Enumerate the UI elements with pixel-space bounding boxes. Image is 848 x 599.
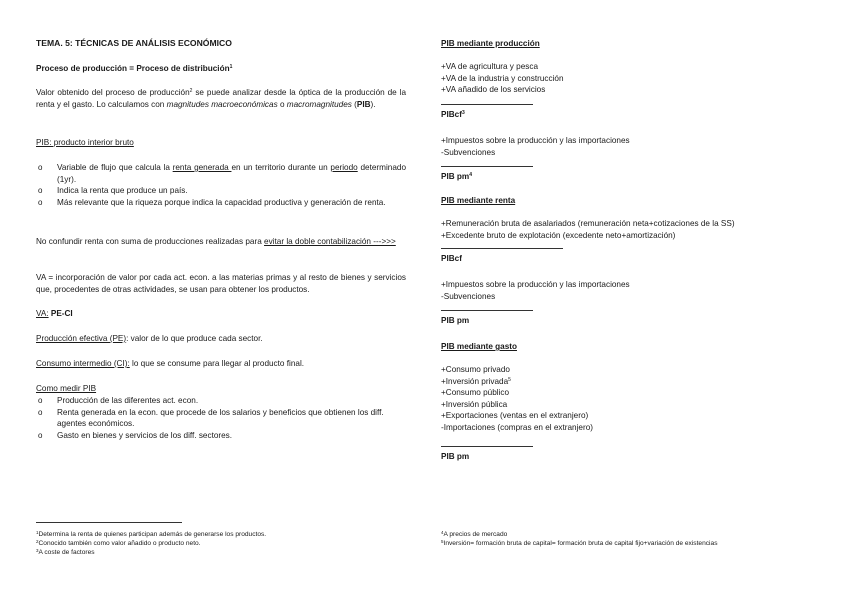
como-medir-item: o Gasto en bienes y servicios de los diff. sectores. <box>36 430 406 442</box>
renta-subtotal: PIBcf <box>441 254 462 263</box>
produccion-total: PIB $pm^4$ <box>441 172 472 181</box>
produccion-items2 <box>441 135 811 158</box>
footnotes-right <box>441 530 841 548</box>
produccion-item: -Subvenciones <box>441 147 496 157</box>
proceso-heading <box>36 63 406 75</box>
valor-italic-2: macromagnitudes <box>286 99 352 109</box>
pe-value: : valor de lo que produce cada sector. <box>126 334 263 343</box>
footnote: $^3$A coste de factores <box>36 548 95 556</box>
renta-item: +Excedente bruto de explotación (excedente neto+amortización) <box>441 230 676 240</box>
bullet1-a: Variable de flujo que calcula la <box>57 163 173 172</box>
footnote-ref-4: 4 <box>469 172 472 178</box>
ci-definition <box>36 358 406 370</box>
proceso-text: Proceso de producción = Proceso de distribución <box>36 64 230 73</box>
va-value: PE-CI <box>48 309 73 318</box>
como-medir-list <box>36 395 406 441</box>
como-medir-item: o Renta generada en la econ. que procede de los salarios y beneficios que obtienen los diff. agentes económicos. <box>36 407 406 430</box>
gasto-total: PIB pm <box>441 452 470 461</box>
va-formula <box>36 308 406 320</box>
footnote: $^5$Inversión= formación bruta de capital= formación bruta de capital fijo+variación de existencias <box>441 539 718 547</box>
va-label: VA: <box>36 309 49 318</box>
renta-heading: PIB mediante renta <box>441 196 516 205</box>
ci-value: lo que se consume para llegar al producto final. <box>129 359 305 368</box>
no-confundir-text: No confundir renta con suma de producciones realizadas para <box>36 237 265 246</box>
pe-label: Producción efectiva (PE) <box>36 334 127 343</box>
footnote: $^2$Conocido también como valor añadido o producto neto. <box>36 539 201 547</box>
gasto-item: +Consumo privado <box>441 365 510 374</box>
produccion-item: +VA añadido de los servicios <box>441 85 546 94</box>
gasto-heading: PIB mediante gasto <box>441 342 517 351</box>
produccion-item: +VA de la industria y construcción <box>441 73 564 83</box>
bullet1-u1: renta generada <box>172 163 232 172</box>
separator-line <box>441 104 533 105</box>
gasto-item: +Consumo público <box>441 388 510 397</box>
valor-pib: PIB <box>356 99 371 109</box>
gasto-item: +Exportaciones (ventas en el extranjero) <box>441 411 589 420</box>
valor-text-e: ). <box>370 99 376 109</box>
renta-item: +Remuneración bruta de asalariados (remuneración neta+cotizaciones de la SS) <box>441 219 735 228</box>
produccion-item: +Impuestos sobre la producción y las importaciones <box>441 136 630 145</box>
bullet1-u2: periodo <box>330 163 358 172</box>
separator-line <box>441 446 533 447</box>
separator-line <box>441 310 533 311</box>
produccion-heading: PIB mediante producción <box>441 39 540 48</box>
separator-line <box>441 248 563 249</box>
footnote-ref-5: 5 <box>508 376 511 383</box>
ci-label: Consumo intermedio (CI): <box>36 359 130 368</box>
valor-text-d: ( <box>351 99 357 109</box>
produccion-subtotal: PIBcf$^3$ <box>441 110 465 119</box>
no-confundir-underline: evitar la doble contabilización --->>> <box>264 237 396 246</box>
valor-text-a: Valor obtenido del proceso de producción <box>36 88 190 97</box>
bullet1-b: en un territorio durante un <box>231 163 331 172</box>
valor-paragraph <box>36 87 406 110</box>
bullet-item: o Indica la renta que produce un país. <box>36 185 406 197</box>
como-medir-heading: Como medir PIB <box>36 384 97 393</box>
gasto-items <box>441 364 811 433</box>
bullet1-c: determinado (1yr). <box>57 163 406 184</box>
footnote-ref-2: 2 <box>189 88 193 94</box>
separator-line <box>441 166 533 167</box>
valor-italic-1: magnitudes macroeconómicas <box>166 99 278 109</box>
valor-text-c: o <box>277 99 287 109</box>
gasto-item: -Importaciones (compras en el extranjero) <box>441 422 593 432</box>
produccion-items <box>441 61 811 96</box>
bullet-item <box>36 162 406 185</box>
gasto-item: +Inversión privada$^5$ <box>441 376 511 386</box>
como-medir-item: o Producción de las diferentes act. econ. <box>36 395 406 407</box>
footnote-separator-left <box>36 522 182 523</box>
renta-items2 <box>441 279 811 302</box>
valor-text-b: se puede analizar desde la óptica de la producción de la renta y el gasto. Lo calculamos con <box>36 88 406 109</box>
gasto-item: +Inversión pública <box>441 399 508 409</box>
pe-definition <box>36 333 406 345</box>
page-title: TEMA. 5: TÉCNICAS DE ANÁLISIS ECONÓMICO <box>36 38 232 48</box>
no-confundir-paragraph <box>36 236 406 248</box>
bullet-item: o Más relevante que la riqueza porque indica la capacidad productiva y generación de renta. <box>36 197 406 209</box>
renta-items <box>441 218 811 241</box>
pib-bullet-list <box>36 162 406 208</box>
footnotes-left <box>36 530 406 557</box>
renta-total: PIB pm <box>441 316 470 325</box>
produccion-item: +VA de agricultura y pesca <box>441 62 539 71</box>
renta-item: +Impuestos sobre la producción y las importaciones <box>441 280 630 289</box>
va-definition: VA = incorporación de valor por cada act. econ. a las materias primas y al resto de bienes y servicios que, procedentes de otras actividades, se usan para obtener los productos. <box>36 273 406 294</box>
footnote: $^1$Determina la renta de quienes participan además de generarse los productos. <box>36 530 267 538</box>
pib-heading: PIB: producto interior bruto <box>36 138 134 147</box>
footnote-ref-1: 1 <box>229 64 233 70</box>
renta-item: -Subvenciones <box>441 291 496 301</box>
footnote-ref-3: 3 <box>461 110 465 116</box>
footnote: $^4$A precios de mercado <box>441 530 508 538</box>
